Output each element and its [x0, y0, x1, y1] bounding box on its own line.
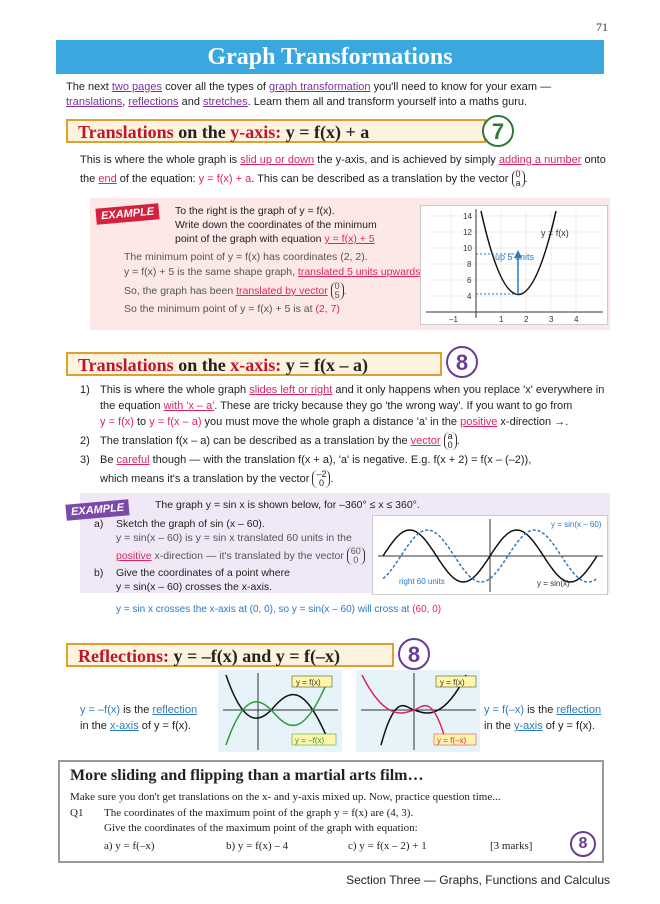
link-reflections[interactable]: reflections [128, 96, 179, 108]
sine-plot [372, 515, 608, 595]
section2-list: 1) This is where the whole graph slides left or right and it only happens when you replace 'x' everywhere in the equation with 'x – a'. These are tricky because they go 'the wrong way'. If you want to go from y = f(x) to y = f(x – a) you must move the whole graph a distance 'a' in the positive x-direction →. 2) The translation f(x – a) can be described as a translation by the vector a 0 . 3) Be careful though — with the translation f(x + a), 'a' is negative. E.g. f(x + 2) = f(x – (–2)), which means it's a translation by the vector –2 0 . [80, 384, 605, 489]
plot-arrow-label: right 60 units [399, 577, 445, 586]
plot-label: y = f(–x) [437, 736, 467, 745]
svg-text:6: 6 [467, 276, 472, 285]
svg-text:8: 8 [467, 260, 472, 269]
page-title: Graph Transformations [56, 40, 604, 74]
example2-intro: The graph y = sin x is shown below, for –360° ≤ x ≤ 360°. [155, 499, 420, 511]
practice-question: Q1 The coordinates of the maximum point of the graph y = f(x) are (4, 3). Give the coordinates of the maximum point of the graph with equation: a) y = f(–x) b) y = f(x) – 4 c) y = f(x – 2) + 1 [3 marks] [70, 807, 533, 852]
section-header-y-translation: Translations on the y-axis: y = f(x) + a [66, 119, 486, 143]
page-number: 71 [596, 20, 608, 34]
link-two-pages[interactable]: two pages [111, 81, 163, 93]
footer: Section Three — Graphs, Functions and Calculus [346, 873, 610, 887]
example1-question: To the right is the graph of y = f(x). Write down the coordinates of the minimum point of the graph with equation y = f(x) + 5 [175, 205, 377, 245]
plot-label: y = sin(x) [537, 579, 570, 588]
plot-arrow-label: up 5 units [495, 252, 535, 262]
link-translations[interactable]: translations [66, 96, 123, 108]
example1-working: The minimum point of y = f(x) has coordinates (2, 2). y = f(x) + 5 is the same shape graph, translated 5 units upwards So, the graph has been translated by vector 0 5 . So the minimum point of y = f(x) + 5 is at (2, 7) [124, 251, 421, 315]
example-tag: EXAMPLE [95, 203, 159, 224]
reflection-y-plot [356, 670, 480, 752]
plot-label: y = f(x) [440, 678, 465, 687]
intro-text: The next two pages cover all the types of graph transformation you'll need to know for your exam — translations, reflections and stretches. Learn them all and transform yourself into a maths guru. [66, 81, 552, 108]
svg-text:3: 3 [549, 315, 554, 324]
section-header-reflections: Reflections: y = –f(x) and y = f(–x) [66, 643, 394, 667]
plot-label: y = –f(x) [295, 736, 325, 745]
practice-box [58, 760, 604, 863]
reflection-y-text: y = f(–x) is the reflection in the y-axis of y = f(x). [484, 704, 602, 732]
example-tag: EXAMPLE [65, 499, 129, 520]
plot-label: y = f(x) [296, 678, 321, 687]
svg-text:4: 4 [467, 292, 472, 301]
grade-badge: 7 [482, 115, 514, 147]
grade-badge: 8 [398, 638, 430, 670]
example2-body: a) Sketch the graph of sin (x – 60). y = sin(x – 60) is y = sin x translated 60 units in the positive x-direction — it's translated by the vector 60 0 b) Give the coordinates of a point where y = sin(x – 60) crosses the x-axis. [94, 517, 384, 594]
svg-text:4: 4 [574, 315, 579, 324]
plot-label: y = f(x) [541, 228, 569, 238]
svg-text:1: 1 [499, 315, 504, 324]
reflection-x-plot [218, 670, 342, 752]
parabola-plot [420, 205, 608, 325]
svg-text:12: 12 [463, 228, 472, 237]
section1-text: This is where the whole graph is slid up or down the y-axis, and is achieved by simply adding a number onto the end of the equation: y = f(x) + a. This can be described as a translation by the vector 0 a . [80, 154, 606, 189]
link-graph-transformation[interactable]: graph transformation [269, 81, 371, 93]
svg-text:2: 2 [524, 315, 529, 324]
svg-text:14: 14 [463, 212, 472, 221]
svg-text:10: 10 [463, 244, 472, 253]
practice-text: Make sure you don't get translations on the x- and y-axis mixed up. Now, practice question time... [70, 791, 501, 803]
grade-badge: 8 [570, 831, 596, 857]
svg-text:–1: –1 [449, 315, 458, 324]
example2-answer: y = sin x crosses the x-axis at (0, 0), so y = sin(x – 60) will cross at (60, 0) [116, 604, 442, 615]
reflection-x-text: y = –f(x) is the reflection in the x-axis of y = f(x). [80, 704, 198, 732]
link-stretches[interactable]: stretches [203, 96, 248, 108]
practice-title: More sliding and flipping than a martial arts film… [70, 767, 424, 784]
plot-label: y = sin(x – 60) [551, 520, 602, 529]
grade-badge: 8 [446, 346, 478, 378]
section-header-x-translation: Translations on the x-axis: y = f(x – a) [66, 352, 442, 376]
